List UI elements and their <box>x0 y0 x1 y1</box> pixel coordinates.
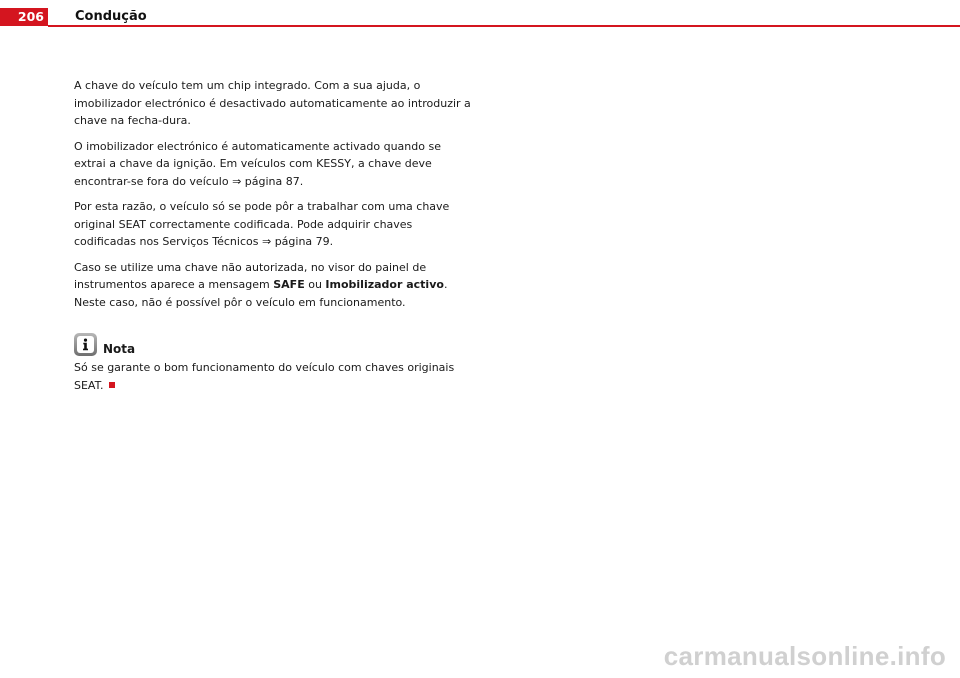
page-header <box>0 0 960 28</box>
page-number: 206 <box>0 8 48 26</box>
paragraph-activation-text: O imobilizador electrónico é automaticamente activado quando se extrai a chave da ignição. Em veículos com KESSY, a chave deve encontrar-se fora do veículo <box>74 139 441 188</box>
header-rule <box>48 25 960 27</box>
page-content <box>74 77 474 402</box>
paragraph-unauthorized-mid: ou <box>304 278 326 291</box>
end-of-section-marker <box>109 382 115 388</box>
message-immobilizer: Imobilizador activo <box>325 278 444 291</box>
note-text-body: Só se garante o bom funcionamento do veículo com chaves originais SEAT. <box>74 361 455 392</box>
message-safe: SAFE <box>273 278 305 291</box>
paragraph-unauthorized-before: Caso se utilize uma chave não autorizada, no visor do painel de instrumentos aparece a mensagem <box>74 260 427 291</box>
page-ref-79[interactable]: página 79. <box>274 235 334 248</box>
note-text <box>74 359 474 394</box>
paragraph-unauthorized-after: . Neste caso, não é possível pôr o veículo em funcionamento. <box>74 278 448 309</box>
note-label: Nota <box>103 342 136 356</box>
paragraph-original-key-text: Por esta razão, o veículo só se pode pôr a trabalhar com uma chave original SEAT correctamente codificada. Pode adquirir chaves codificadas nos Serviços Técnicos <box>74 200 450 248</box>
paragraph-unauthorized <box>74 259 474 312</box>
info-icon <box>74 333 97 356</box>
section-title: Condução <box>75 9 147 24</box>
paragraph-chip: A chave do veículo tem um chip integrado. Com a sua ajuda, o imobilizador electrónico é desactivado automaticamente ao introduzir a chave na fecha-dura. <box>74 79 471 127</box>
paragraph-original-key <box>74 198 474 251</box>
paragraph-activation <box>74 138 474 191</box>
arrow-icon: ⇒ <box>261 235 272 248</box>
page-ref-87[interactable]: página 87. <box>244 174 304 188</box>
note-heading <box>74 333 474 356</box>
arrow-icon: ⇒ <box>232 174 242 188</box>
watermark: carmanualsonline.info <box>663 641 946 671</box>
